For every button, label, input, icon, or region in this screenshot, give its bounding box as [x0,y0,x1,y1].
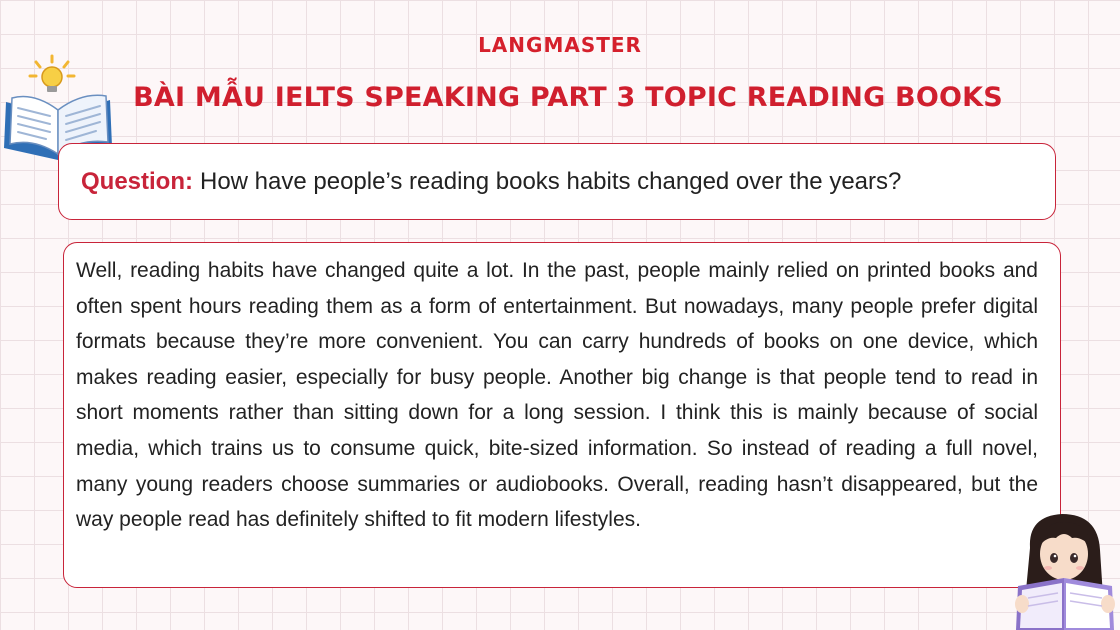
answer-text: Well, reading habits have changed quite a lot. In the past, people mainly relied on printed books and often spent hours reading them as a form of entertainment. But nowadays, many people prefer digital formats because they’re more convenient. You can carry hundreds of books on one device, which makes reading easier, especially for busy people. Another big change is that people tend to read in short moments rather than sitting down for a long session. I think this is mainly because of social media, which trains us to consume quick, bite-sized information. So instead of reading a full novel, many young readers choose summaries or audiobooks. Overall, reading hasn’t disappeared, but the way people read has definitely shifted to fit modern lifestyles. [76,259,1038,532]
page-title: BÀI MẪU IELTS SPEAKING PART 3 TOPIC READING BOOKS [133,82,1003,113]
question-text: How have people’s reading books habits changed over the years? [200,167,902,195]
question-label: Question: [81,167,193,195]
brand-logo: LANGMASTER [478,33,642,57]
answer-box [63,242,1061,588]
girl-reading-book-icon [1008,508,1120,630]
question-box [58,143,1056,220]
